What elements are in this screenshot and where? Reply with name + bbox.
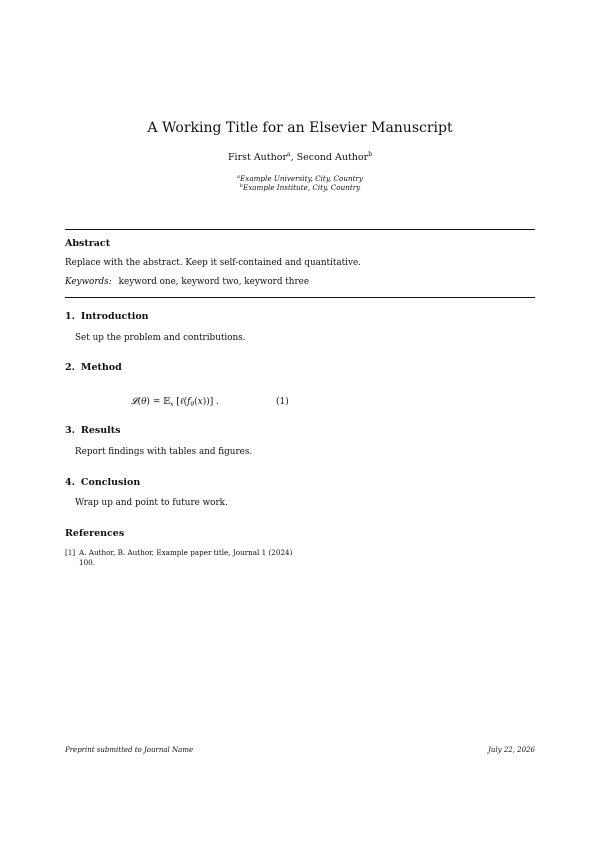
section-number: 1. <box>65 311 75 322</box>
affiliation-text: Example Institute, City, Country <box>242 183 361 192</box>
affiliation <box>0 174 600 183</box>
section-paragraph: Wrap up and point to future work. <box>75 498 228 508</box>
section-number: 4. <box>65 477 75 488</box>
paper-title: A Working Title for an Elsevier Manuscript <box>147 120 453 136</box>
affiliation-mark: a <box>287 151 291 158</box>
keywords <box>65 276 309 288</box>
section-title: Results <box>80 425 121 436</box>
abstract-top-rule <box>65 229 535 230</box>
affiliation-text: Example University, City, Country <box>240 174 363 183</box>
author-separator: , <box>290 152 297 163</box>
section-heading-results <box>65 425 120 437</box>
footer-date: July 22, 2026 <box>488 746 535 754</box>
section-title: Introduction <box>80 311 149 322</box>
author-name: First Author <box>227 152 287 163</box>
section-number: 3. <box>65 425 75 436</box>
abstract-text: Replace with the abstract. Keep it self-contained and quantitative. <box>65 258 361 268</box>
author-list <box>0 152 600 164</box>
affiliation-mark: b <box>368 151 373 158</box>
abstract-heading: Abstract <box>65 238 111 249</box>
section-paragraph: Report findings with tables and figures. <box>75 447 253 457</box>
section-title: Method <box>80 362 122 373</box>
affiliation-mark: b <box>239 183 243 189</box>
affiliation-mark: a <box>237 174 241 180</box>
author-name: Second Author <box>296 152 369 163</box>
affiliation <box>0 183 600 192</box>
section-heading-conclusion <box>65 477 140 489</box>
section-heading-method <box>65 362 122 374</box>
keywords-label: Keywords: <box>65 277 112 287</box>
abstract-bottom-rule <box>65 297 535 298</box>
section-title: Conclusion <box>80 477 141 488</box>
section-heading-introduction <box>65 311 149 323</box>
reference-text: A. Author, B. Author, Example paper title, Journal 1 (2024) 100. <box>79 548 293 567</box>
section-paragraph: Set up the problem and contributions. <box>75 333 246 343</box>
section-number: 2. <box>65 362 75 373</box>
footer-submission-note: Preprint submitted to Journal Name <box>65 746 194 754</box>
keywords-list: keyword one, keyword two, keyword three <box>118 277 310 287</box>
equation-number: (1) <box>276 397 289 407</box>
reference-item <box>65 548 305 568</box>
references-heading: References <box>65 528 125 539</box>
loss-equation: 𝓛(θ) = 𝔼$_x$ $[\ell(f_\theta(x))]$ . <box>131 397 219 408</box>
reference-number: [1] <box>65 548 76 557</box>
